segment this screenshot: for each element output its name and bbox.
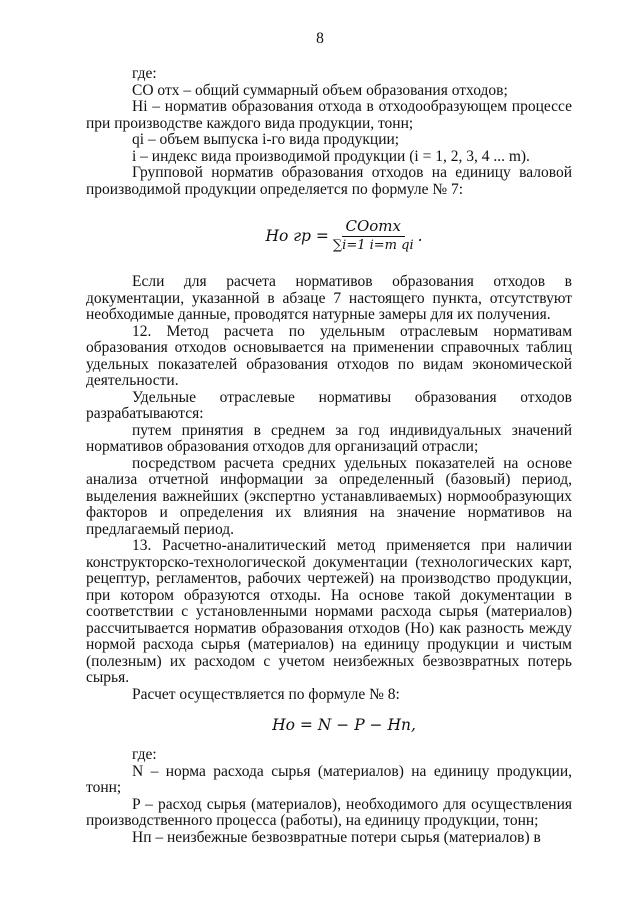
paragraph: Групповой норматив образования отходов на единицу валовой производимой продукции определяется по формуле № 7:: [86, 164, 572, 198]
paragraph: путем принятия в среднем за год индивидуальных значений нормативов образования отходов для организаций отрасли;: [86, 421, 572, 455]
formula-7-numerator: COотх: [342, 218, 406, 237]
paragraph: CO отх – общий суммарный объем образования отходов;: [132, 81, 508, 99]
paragraph: 13. Расчетно-аналитический метод применяется при наличии конструкторско-технологической документации (технологических карт, рецептур, регламентов, рабочих чертежей) на производство продукции, при котором образуются отходы. На основе такой документации в соответствии с установленными нормами расхода сырья (материалов) рассчитывается норматив образования отходов (Hо) как разность между нормой расхода сырья (материалов) на единицу продукции и чистым (полезным) их расходом с учетом неизбежных безвозвратных потерь сырья.: [86, 537, 572, 686]
paragraph: где:: [132, 746, 157, 763]
paragraph: Hп – неизбежные безвозвратные потери сырья (материалов) в: [132, 828, 541, 846]
page-number: 8: [316, 30, 324, 47]
paragraph: Если для расчета нормативов образования отходов в документации, указанной в абзаце 7 настоящего пункта, отсутствуют необходимые данные, проводятся натурные замеры для их получения.: [86, 273, 572, 323]
document-body: [86, 66, 572, 846]
formula-7-lhs: Hо гр =: [265, 226, 329, 245]
formula-7: [86, 198, 572, 274]
paragraph: посредством расчета средних удельных показателей на основе анализа отчетной информации за определенный (базовый) период, выделения важнейших (экспертно устанавливаемых) нормообразующих факторов и определения их влияния на значение нормативов на предлагаемый период.: [86, 454, 572, 538]
paragraph: N – норма расхода сырья (материалов) на единицу продукции, тонн;: [86, 762, 572, 796]
paragraph: Расчет осуществляется по формуле № 8:: [132, 685, 400, 703]
paragraph: Удельные отраслевые нормативы образования отходов разрабатываются:: [86, 388, 572, 422]
formula-8: Hо = N − P − Hп,: [272, 715, 416, 734]
paragraph: 12. Метод расчета по удельным отраслевым нормативам образования отходов основывается на применении справочных таблиц удельных показателей образования отходов по видам экономической деятельности.: [86, 322, 572, 389]
paragraph: P – расход сырья (материалов), необходимого для осуществления производственного процесса (работы), на единицу продукции, тонн;: [86, 795, 572, 829]
paragraph: i – индекс вида производимой продукции (i = 1, 2, 3, 4 ... m).: [132, 147, 530, 165]
formula-7-denominator: ∑i=1 i=m qi: [332, 237, 414, 253]
paragraph: где:: [132, 65, 157, 82]
paragraph: Hi – норматив образования отхода в отходообразующем процессе при производстве каждого вида продукции, тонн;: [86, 98, 572, 132]
formula-7-fraction: [333, 218, 414, 254]
formula-7-end: .: [417, 226, 423, 245]
paragraph: qi – объем выпуска i-го вида продукции;: [132, 131, 400, 148]
